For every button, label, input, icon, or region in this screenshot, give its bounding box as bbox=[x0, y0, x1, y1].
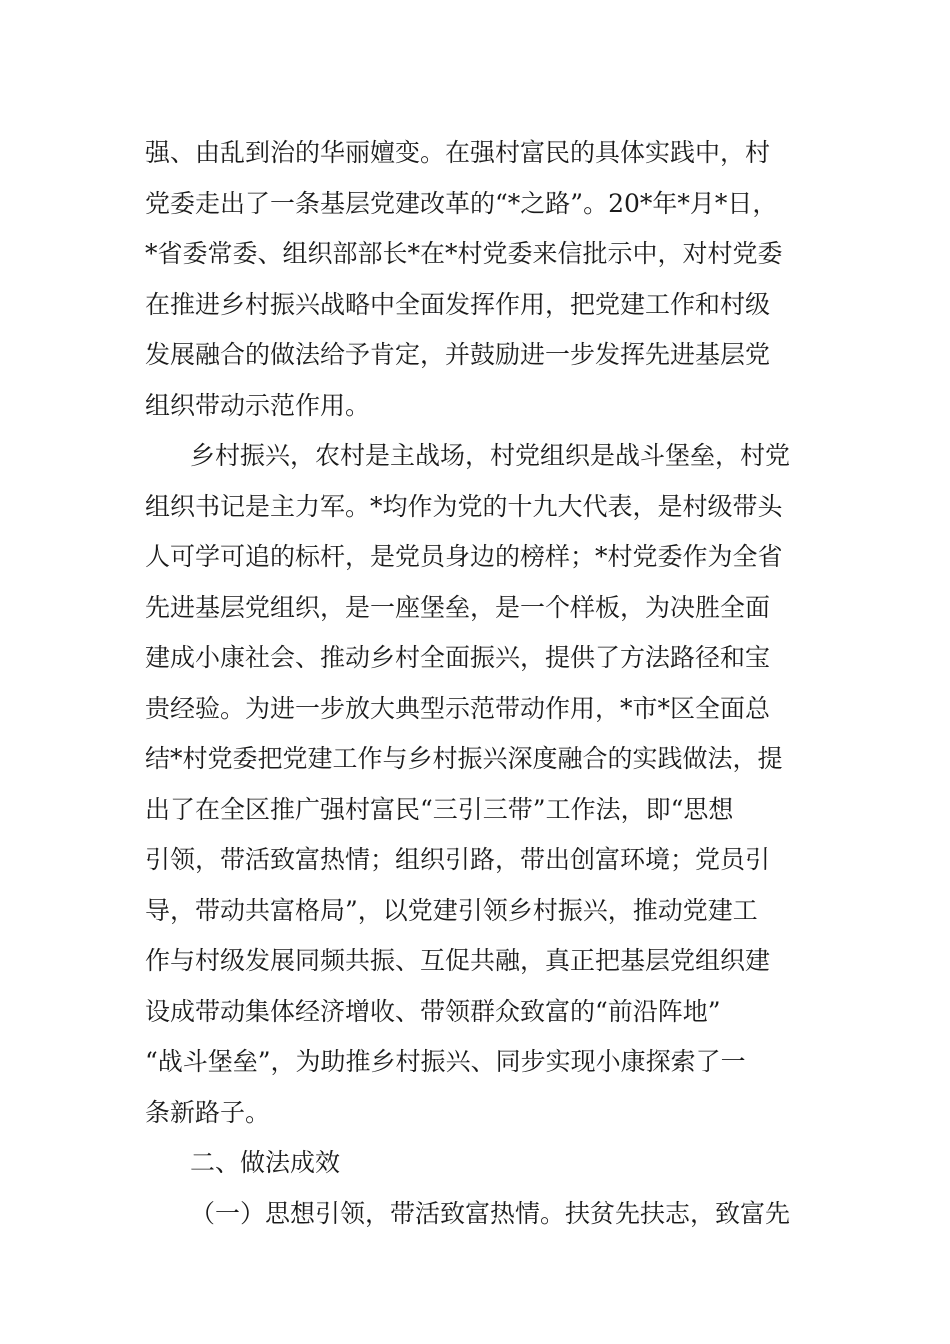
text-line: 在推进乡村振兴战略中全面发挥作用，把党建工作和村级 bbox=[145, 289, 771, 319]
text-line: 出了在全区推广强村富民“三引三带”工作法，即“思想 bbox=[145, 794, 734, 824]
text-line: 建成小康社会、推动乡村全面振兴，提供了方法路径和宝 bbox=[145, 643, 771, 672]
text-line: 党委走出了一条基层党建改革的“*之路”。20*年*月*日， bbox=[145, 188, 778, 218]
text-line: 结*村党委把党建工作与乡村振兴深度融合的实践做法，提 bbox=[145, 744, 783, 773]
paragraph-3: （一）思想引领，带活致富热情。扶贫先扶志，致富先 bbox=[190, 1198, 791, 1228]
text-line: 作与村级发展同频共振、互促共融，真正把基层党组织建 bbox=[145, 946, 771, 975]
text-line: 贵经验。为进一步放大典型示范带动作用，*市*区全面总 bbox=[145, 693, 771, 723]
document-body bbox=[145, 128, 815, 1239]
text-line: 人可学可追的标杆，是党员身边的榜样；*村党委作为全省 bbox=[145, 542, 783, 571]
text-line: 导，带动共富格局”，以党建引领乡村振兴，推动党建工 bbox=[145, 895, 758, 925]
paragraph-1 bbox=[145, 128, 815, 431]
text-line: *省委常委、组织部部长*在*村党委来信批示中，对村党委 bbox=[145, 239, 783, 268]
text-line: 强、由乱到治的华丽嬗变。在强村富民的具体实践中，村 bbox=[145, 138, 771, 167]
text-line: “战斗堡垒”，为助推乡村振兴、同步实现小康探索了一 bbox=[145, 1047, 746, 1076]
text-line: 设成带动集体经济增收、带领群众致富的“前沿阵地” bbox=[145, 996, 721, 1026]
text-line: 组织带动示范作用。 bbox=[145, 390, 371, 420]
text-line: 条新路子。 bbox=[145, 1097, 271, 1127]
text-line: 发展融合的做法给予肯定，并鼓励进一步发挥先进基层党 bbox=[145, 340, 771, 369]
text-line: 组织书记是主力军。*均作为党的十九大代表，是村级带头 bbox=[145, 491, 783, 521]
text-line: 先进基层党组织，是一座堡垒，是一个样板，为决胜全面 bbox=[145, 592, 771, 622]
text-line: 引领，带活致富热情；组织引路，带出创富环境；党员引 bbox=[145, 845, 771, 874]
text-line: 乡村振兴，农村是主战场，村党组织是战斗堡垒，村党 bbox=[190, 441, 791, 470]
section-heading: 二、做法成效 bbox=[190, 1148, 341, 1177]
paragraph-2 bbox=[145, 431, 815, 1138]
